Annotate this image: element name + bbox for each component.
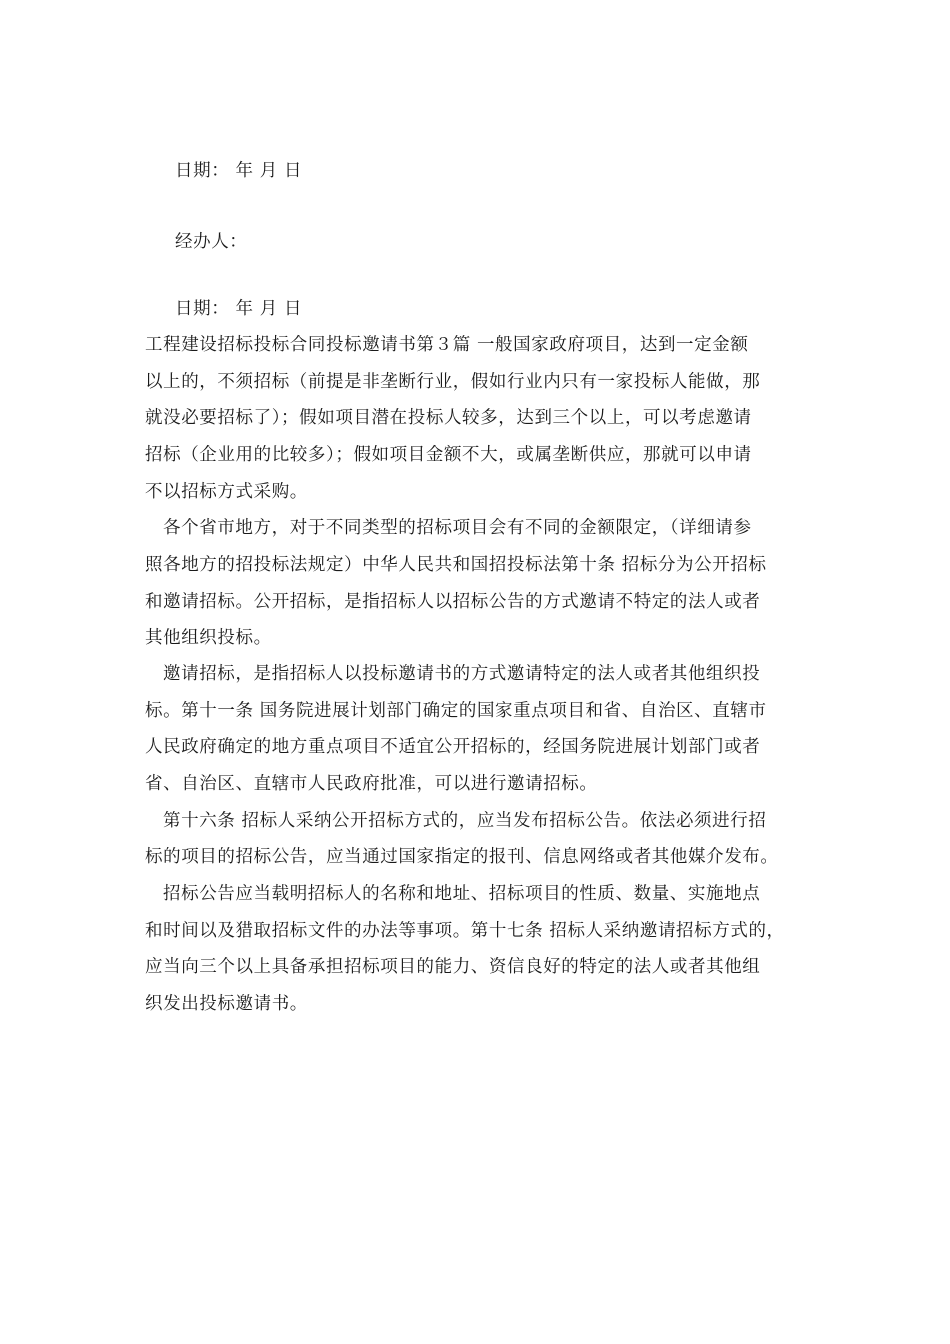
body-line: 第十六条 招标人采纳公开招标方式的，应当发布招标公告。依法必须进行招 <box>163 811 767 831</box>
body-line: 不以招标方式采购。 <box>145 482 308 502</box>
handler-line: 经办人： <box>175 232 248 252</box>
body-line: 织发出投标邀请书。 <box>145 994 308 1014</box>
body-line: 工程建设招标投标合同投标邀请书第３篇 一般国家政府项目，达到一定金额 <box>145 335 749 355</box>
body-line: 各个省市地方，对于不同类型的招标项目会有不同的金额限定，（详细请参 <box>163 518 752 538</box>
body-line: 人民政府确定的地方重点项目不适宜公开招标的，经国务院进展计划部门或者 <box>145 737 761 757</box>
body-line: 省、自治区、直辖市人民政府批准，可以进行邀请招标。 <box>145 774 598 794</box>
body-line: 和邀请招标。公开招标，是指招标人以招标公告的方式邀请不特定的法人或者 <box>145 592 761 612</box>
body-line: 标的项目的招标公告，应当通过国家指定的报刊、信息网络或者其他媒介发布。 <box>145 847 779 867</box>
body-line: 和时间以及猎取招标文件的办法等事项。第十七条 招标人采纳邀请招标方式的， <box>145 921 785 941</box>
date-line-1: 日期： 年 月 日 <box>175 161 303 181</box>
body-line: 邀请招标，是指招标人以投标邀请书的方式邀请特定的法人或者其他组织投 <box>163 664 761 684</box>
body-line: 招标（企业用的比较多）；假如项目金额不大，或属垄断供应，那就可以申请 <box>145 445 752 465</box>
body-line: 就没必要招标了）；假如项目潜在投标人较多，达到三个以上，可以考虑邀请 <box>145 408 752 428</box>
body-line: 应当向三个以上具备承担招标项目的能力、资信良好的特定的法人或者其他组 <box>145 957 761 977</box>
body-line: 照各地方的招投标法规定）中华人民共和国招投标法第十条 招标分为公开招标 <box>145 555 767 575</box>
body-line: 以上的，不须招标（前提是非垄断行业，假如行业内只有一家投标人能做，那 <box>145 372 761 392</box>
date-line-2: 日期： 年 月 日 <box>175 299 303 319</box>
body-line: 其他组织投标。 <box>145 628 272 648</box>
body-line: 招标公告应当载明招标人的名称和地址、招标项目的性质、数量、实施地点 <box>163 884 761 904</box>
body-line: 标。第十一条 国务院进展计划部门确定的国家重点项目和省、自治区、直辖市 <box>145 701 767 721</box>
